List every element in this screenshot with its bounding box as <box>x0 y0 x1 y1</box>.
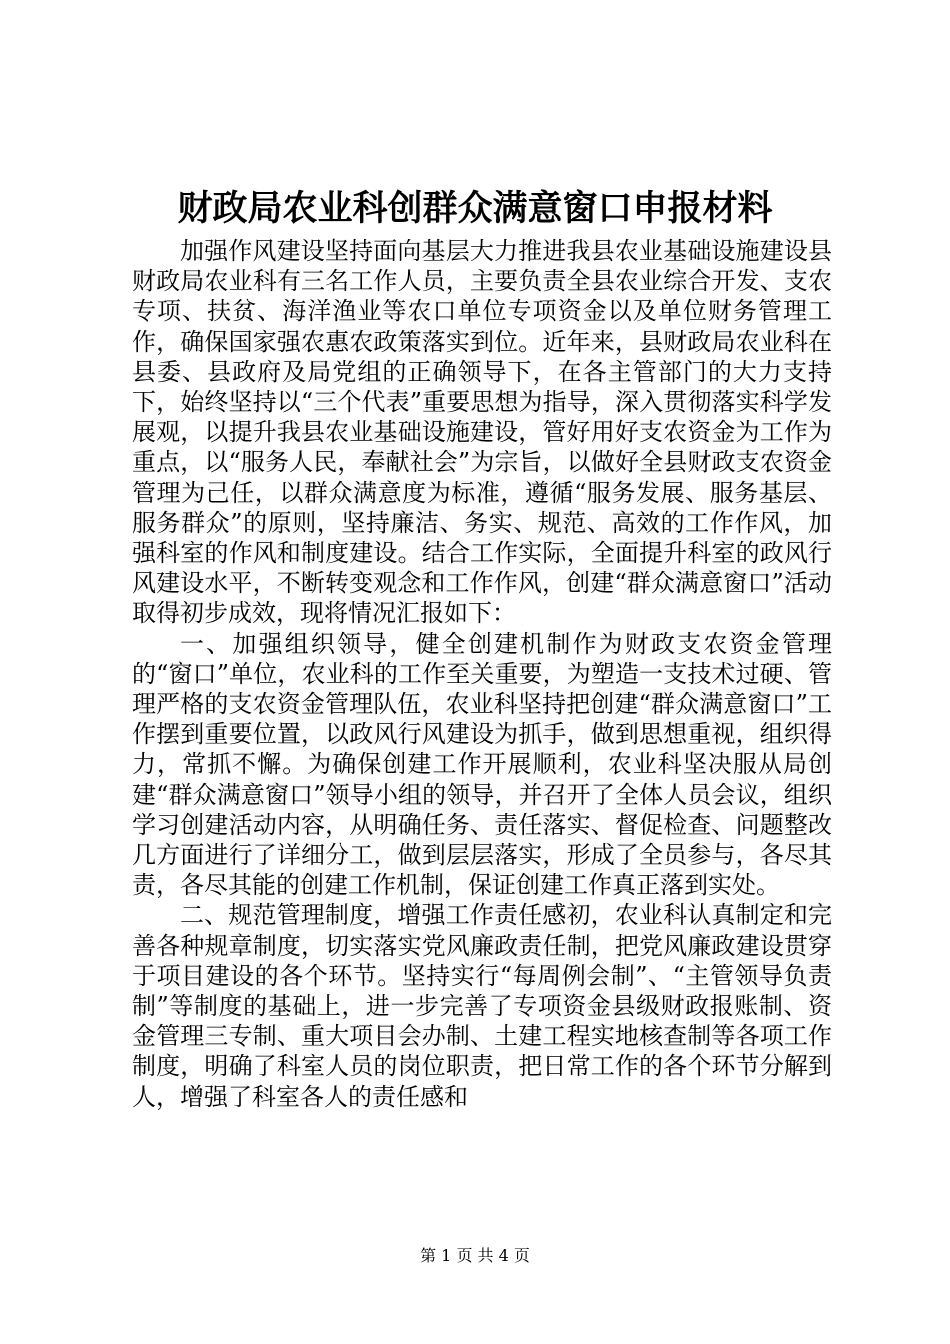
paragraph-section-1: 一、加强组织领导，健全创建机制作为财政支农资金管理的“窗口”单位，农业科的工作至关重要，为塑造一支技术过硬、管理严格的支农资金管理队伍，农业科坚持把创建“群众满意窗口”工作摆到重要位置，以政风行风建设为抓手，做到思想重视，组织得力，常抓不懈。为确保创建工作开展顺利，农业科坚决服从局创建“群众满意窗口”领导小组的领导，并召开了全体人员会议，组织学习创建活动内容，从明确任务、责任落实、督促检查、问题整改几方面进行了详细分工，做到层层落实，形成了全员参与，各尽其责，各尽其能的创建工作机制，保证创建工作真正落到实处。 <box>132 629 832 900</box>
document-body <box>132 236 832 1112</box>
paragraph-section-2: 二、规范管理制度，增强工作责任感初，农业科认真制定和完善各种规章制度，切实落实党风廉政责任制，把党风廉政建设贯穿于项目建设的各个环节。坚持实行“每周例会制”、“主管领导负责制”等制度的基础上，进一步完善了专项资金县级财政报账制、资金管理三专制、重大项目会办制、土建工程实地核查制等各项工作制度，明确了科室人员的岗位职责，把日常工作的各个环节分解到人，增强了科室各人的责任感和 <box>132 901 832 1111</box>
paragraph-intro: 加强作风建设坚持面向基层大力推进我县农业基础设施建设县财政局农业科有三名工作人员，主要负责全县农业综合开发、支农专项、扶贫、海洋渔业等农口单位专项资金以及单位财务管理工作，确保国家强农惠农政策落实到位。近年来，县财政局农业科在县委、县政府及局党组的正确领导下，在各主管部门的大力支持下，始终坚持以“三个代表”重要思想为指导，深入贯彻落实科学发展观，以提升我县农业基础设施建设，管好用好支农资金为工作为重点，以“服务人民，奉献社会”为宗旨，以做好全县财政支农资金管理为己任，以群众满意度为标准，遵循“服务发展、服务基层、服务群众”的原则，坚持廉洁、务实、规范、高效的工作作风，加强科室的作风和制度建设。结合工作实际，全面提升科室的政风行风建设水平，不断转变观念和工作作风，创建“群众满意窗口”活动取得初步成效，现将情况汇报如下： <box>132 237 832 628</box>
document-title: 财政局农业科创群众满意窗口申报材料 <box>177 188 773 229</box>
page-number-footer: 第 1 页 共 4 页 <box>420 1246 530 1265</box>
